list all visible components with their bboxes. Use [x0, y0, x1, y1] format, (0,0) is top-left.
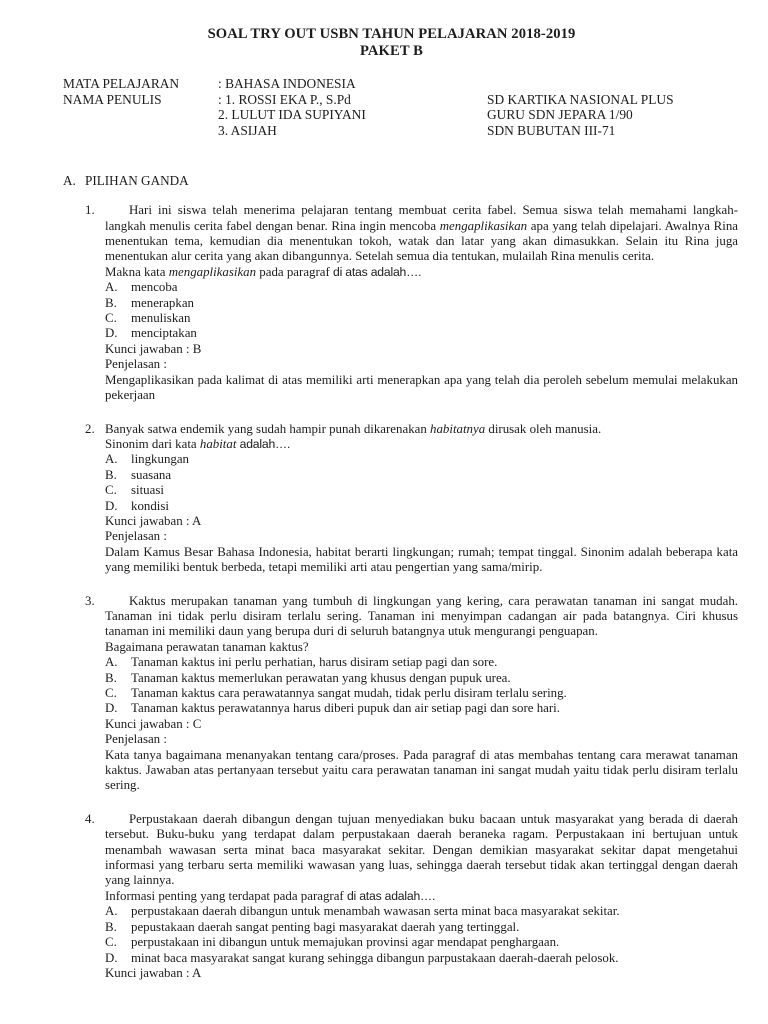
explanation-label: Penjelasan : [105, 529, 167, 544]
question-item [63, 812, 738, 981]
option-row [105, 468, 738, 483]
option-row [105, 326, 738, 341]
question-paragraph: Hari ini siswa telah menerima pelajaran tentang membuat cerita fabel. Semua siswa telah memahami langkah-langkah menulis cerita fabel dengan benar. Rina ingin mencoba mengaplikasikan apa yang telah dipelajari. Awalnya Rina menentukan tema, kemudian dia menentukan tokoh, watak dan latar yang akan dimasukkan. Selain itu Rina juga menentukan alur cerita yang akan dibangunnya. Setelah semua dia tentukan, mulailah Rina menulis cerita. [105, 203, 738, 264]
option-text: pepustakaan daerah sangat penting bagi masyarakat daerah yang tertinggal. [131, 919, 520, 934]
option-text: Tanaman kaktus memerlukan perawatan yang khusus dengan pupuk urea. [131, 670, 511, 685]
explanation-label: Penjelasan : [105, 357, 167, 372]
option-row [105, 655, 738, 670]
option-text: minat baca masyarakat sangat kurang sehingga dibangun parpustakaan daerah-daerah pelosok. [131, 950, 619, 965]
option-text: situasi [131, 483, 164, 498]
option-text: Tanaman kaktus perawatannya harus diberi pupuk dan air setiap pagi dan sore hari. [131, 701, 560, 716]
option-row [105, 452, 738, 467]
option-letter: A. [105, 280, 118, 295]
question-body [105, 594, 738, 794]
question-body [105, 203, 738, 403]
option-letter: B. [105, 670, 117, 685]
questions [63, 203, 738, 981]
question-paragraph: Kaktus merupakan tanaman yang tumbuh di lingkungan yang kering, cara perawatan tanaman ini sangat mudah. Tanaman ini tidak perlu disiram terlalu sering. Tanaman ini menyimpan cadangan air pada batangnya. Ciri khusus tanaman ini memiliki daun yang berupa duri di seluruh batangnya utuk mengurangi penguapan. [105, 593, 738, 639]
section-letter: A. [63, 172, 76, 188]
meta-row [63, 92, 738, 108]
option-row [105, 499, 738, 514]
section-title: PILIHAN GANDA [85, 172, 189, 188]
option-row [105, 904, 738, 919]
explanation-text: Dalam Kamus Besar Bahasa Indonesia, habitat berarti lingkungan; rumah; tempat tinggal. Sinonim adalah beberapa kata yang memiliki bentuk berbeda, tetapi memiliki arti atau pengertian yang sama/mirip. [105, 544, 738, 575]
meta-org: SDN BUBUTAN III-71 [487, 123, 616, 139]
option-text: mencoba [131, 280, 178, 295]
option-row [105, 311, 738, 326]
question-paragraph: Perpustakaan daerah dibangun dengan tujuan menyediakan buku bacaan untuk masyarakat yang berada di daerah tersebut. Buku-buku yang terdapat dalam perpustakaan daerah beraneka ragam. Perpustakaan ini bertujuan untuk menambah wawasan serta minat baca masyarakat sekitar. Dengan demikian masyarakat sekitar dapat mengetahui informasi yang terbaru serta memiliki wawasan yang luas, sehingga daerah tersebut tidak akan tertinggal dengan daerah yang lainnya. [105, 811, 738, 888]
meta-label: MATA PELAJARAN [63, 76, 180, 91]
option-text: Tanaman kaktus ini perlu perhatian, harus disiram setiap pagi dan sore. [131, 655, 498, 670]
option-text: perpustakaan daerah dibangun untuk menambah wawasan serta minat baca masyarakat sekitar. [131, 904, 620, 919]
option-letter: D. [105, 701, 118, 716]
option-letter: D. [105, 498, 118, 513]
option-row [105, 483, 738, 498]
option-text: menuliskan [131, 311, 191, 326]
option-letter: C. [105, 935, 117, 950]
section-heading [63, 173, 738, 188]
meta-table [63, 76, 738, 139]
document-subtitle-paket: PAKET B [359, 43, 423, 59]
question-number: 4. [85, 811, 95, 826]
explanation-text: Kata tanya bagaimana menanyakan tentang cara/proses. Pada paragraf di atas membahas tentang cara merawat tanaman kaktus. Jawaban atas pertanyaan tersebut yaitu cara perawatan tanaman ini sangat mudah yaitu tidak perlu disiram terlalu sering. [105, 747, 738, 793]
option-row [105, 280, 738, 295]
question-number: 1. [85, 203, 95, 218]
option-letter: D. [105, 950, 118, 965]
document-header [45, 26, 738, 60]
question-item [63, 422, 738, 576]
option-row [105, 686, 738, 701]
meta-org [487, 76, 738, 92]
question-number: 3. [85, 593, 95, 608]
question-item [63, 203, 738, 403]
option-letter: D. [105, 326, 118, 341]
meta-label: NAMA PENULIS [63, 91, 162, 107]
meta-label [63, 123, 218, 139]
question-body [105, 422, 738, 576]
answer-key-line: Kunci jawaban : B [105, 341, 202, 356]
question-paragraph: Informasi penting yang terdapat pada paragraf di atas adalah…. [105, 888, 436, 903]
meta-row [63, 76, 738, 92]
option-text: lingkungan [131, 452, 190, 467]
option-letter: B. [105, 467, 117, 482]
option-row [105, 935, 738, 950]
answer-key-line: Kunci jawaban : A [105, 965, 202, 980]
option-text: Tanaman kaktus cara perawatannya sangat mudah, tidak perlu disiram terlalu sering. [131, 686, 567, 700]
meta-value: 2. LULUT IDA SUPIYANI [218, 107, 366, 123]
option-letter: C. [105, 311, 117, 326]
meta-org: SD KARTIKA NASIONAL PLUS [487, 91, 674, 107]
option-letter: A. [105, 655, 118, 670]
option-text: perpustakaan ini dibangun untuk memajukan provinsi agar mendapat penghargaan. [131, 935, 560, 950]
option-row [105, 701, 738, 716]
option-letter: A. [105, 904, 118, 919]
question-number: 2. [85, 421, 95, 436]
meta-org: GURU SDN JEPARA 1/90 [487, 107, 633, 123]
option-text: menciptakan [131, 326, 197, 341]
meta-row [63, 123, 738, 139]
option-text: menerapkan [131, 295, 194, 310]
question-body [105, 812, 738, 981]
meta-row [63, 107, 738, 123]
explanation-label: Penjelasan : [105, 732, 167, 747]
document-title: SOAL TRY OUT USBN TAHUN PELAJARAN 2018-2019 [207, 26, 576, 42]
option-letter: C. [105, 483, 117, 498]
option-letter: B. [105, 295, 117, 310]
option-letter: A. [105, 452, 118, 467]
question-paragraph: Bagaimana perawatan tanaman kaktus? [105, 639, 309, 654]
option-text: kondisi [131, 498, 169, 513]
question-paragraph: Makna kata mengaplikasikan pada paragraf di atas adalah…. [105, 264, 422, 279]
question-paragraph: Banyak satwa endemik yang sudah hampir punah dikarenakan habitatnya dirusak oleh manusia. [105, 421, 602, 436]
explanation-text: Mengaplikasikan pada kalimat di atas memiliki arti menerapkan apa yang telah dia peroleh sebelum memulai melakukan pekerjaan [105, 372, 738, 403]
option-text: suasana [131, 467, 172, 482]
meta-value: : BAHASA INDONESIA [218, 76, 356, 91]
meta-label [63, 107, 218, 123]
option-row [105, 296, 738, 311]
option-letter: C. [105, 686, 117, 700]
question-paragraph: Sinonim dari kata habitat adalah…. [105, 436, 291, 451]
option-row [105, 920, 738, 935]
question-item [63, 594, 738, 794]
meta-value: : 1. ROSSI EKA P., S.Pd [218, 91, 351, 107]
meta-value: 3. ASIJAH [218, 123, 277, 139]
answer-key-line: Kunci jawaban : A [105, 513, 202, 528]
option-letter: B. [105, 919, 117, 934]
option-row [105, 671, 738, 686]
option-row [105, 951, 738, 966]
answer-key-line: Kunci jawaban : C [105, 716, 202, 731]
